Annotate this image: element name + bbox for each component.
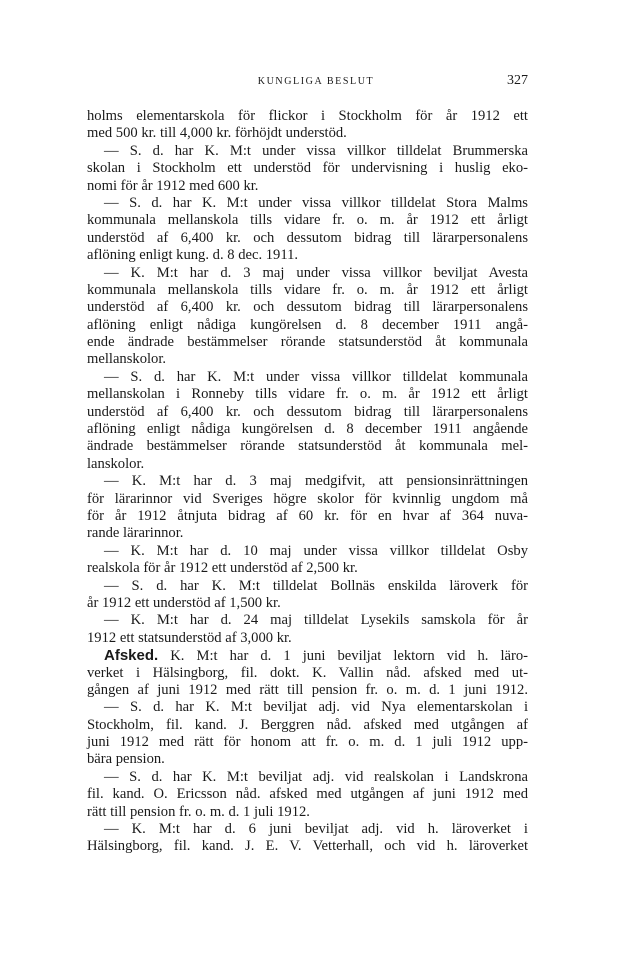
line-text: för år 1912 åtnjuta bidrag af 60 kr. för en hvar af 364 nuva- xyxy=(87,507,528,524)
line-text: med 500 kr. till 4,000 kr. förhöjdt understöd. xyxy=(87,125,347,142)
line-text: aflöning enligt nådiga kungörelsen d. 8 december 1911 angående xyxy=(87,421,528,438)
text-line xyxy=(87,369,528,386)
line-text: understöd af 6,400 kr. och dessutom bidrag till lärarpersonalens xyxy=(87,403,528,420)
text-line xyxy=(87,665,528,682)
line-text: fil. kand. O. Ericsson nåd. afsked med utgången af juni 1912 med xyxy=(87,786,528,803)
line-text: år 1912 ett understöd af 1,500 kr. xyxy=(87,594,281,611)
line-text: ändrade bestämmelser rörande statsunderstöd åt kommunala mel- xyxy=(87,438,528,455)
text-line xyxy=(87,404,528,421)
line-text: — S. d. har K. M:t under vissa villkor tilldelat Stora Malms xyxy=(104,194,528,211)
text-line xyxy=(87,699,528,716)
line-text: — K. M:t har d. 24 maj tilldelat Lysekils samskola för år xyxy=(104,612,528,629)
text-line xyxy=(87,786,528,803)
text-line xyxy=(87,491,528,508)
text-line xyxy=(87,717,528,734)
text-line xyxy=(87,108,528,125)
text-line xyxy=(87,630,528,647)
text-line xyxy=(87,821,528,838)
text-line xyxy=(87,438,528,455)
line-text: 1912 ett statsunderstöd af 3,000 kr. xyxy=(87,629,292,646)
line-text: Hälsingborg, fil. kand. J. E. V. Vetterhall, och vid h. läroverket xyxy=(87,838,528,855)
line-text: Stockholm, fil. kand. J. Berggren nåd. afsked med utgången af xyxy=(87,716,528,733)
line-text: lanskolor. xyxy=(87,455,145,472)
text-line xyxy=(87,473,528,490)
page-number: 327 xyxy=(507,73,528,88)
text-line xyxy=(87,508,528,525)
line-text: realskola för år 1912 ett understöd af 2,500 kr. xyxy=(87,560,358,577)
line-text: — S. d. har K. M:t under vissa villkor tilldelat Brummerska xyxy=(104,142,528,159)
text-line xyxy=(87,560,528,577)
running-title: KUNGLIGA BESLUT xyxy=(257,76,375,87)
text-line xyxy=(87,125,528,142)
line-text: rätt till pension fr. o. m. d. 1 juli 1912. xyxy=(87,803,310,820)
text-line xyxy=(87,386,528,403)
text-line xyxy=(87,647,528,664)
text-line xyxy=(87,734,528,751)
line-text: kommunala mellanskola tills vidare fr. o. m. år 1912 ett årligt xyxy=(87,281,528,298)
line-text: ende ändrade bestämmelser rörande statsunderstöd åt kommunala xyxy=(87,334,528,351)
text-line xyxy=(87,247,528,264)
text-line xyxy=(87,299,528,316)
line-text: — K. M:t har d. 6 juni beviljat adj. vid h. läroverket i xyxy=(104,821,528,838)
line-text: — S. d. har K. M:t beviljat adj. vid Nya elementarskolan i xyxy=(104,699,528,716)
body-text xyxy=(87,108,528,856)
line-text: för lärarinnor vid Sveriges högre skolor för kvinnlig ungdom må xyxy=(87,490,528,507)
line-text: rande lärarinnor. xyxy=(87,525,184,542)
line-text: juni 1912 med rätt för honom att fr. o. m. d. 1 juli 1912 upp- xyxy=(87,734,528,751)
text-line xyxy=(87,595,528,612)
text-line xyxy=(87,456,528,473)
text-line xyxy=(87,178,528,195)
text-line xyxy=(87,578,528,595)
line-text: understöd af 6,400 kr. och dessutom bidrag till lärarpersonalens xyxy=(87,229,528,246)
line-text: mellanskolan i Ronneby tills vidare fr. o. m. år 1912 ett årligt xyxy=(87,386,528,403)
text-line xyxy=(87,804,528,821)
text-line xyxy=(87,838,528,855)
line-text: K. M:t har d. 1 juni beviljat lektorn vid h. läro- xyxy=(170,648,528,665)
section-lead: Afsked. xyxy=(104,647,159,665)
line-text: — K. M:t har d. 3 maj under vissa villkor beviljat Avesta xyxy=(104,264,528,281)
text-line xyxy=(87,421,528,438)
text-line xyxy=(87,265,528,282)
page-header xyxy=(0,73,632,92)
line-text: holms elementarskola för flickor i Stockholm för år 1912 ett xyxy=(87,108,528,124)
text-line xyxy=(87,143,528,160)
text-line xyxy=(87,317,528,334)
line-text: — S. d. har K. M:t under vissa villkor tilldelat kommunala xyxy=(104,368,528,385)
line-text: — S. d. har K. M:t tilldelat Bollnäs enskilda läroverk för xyxy=(104,577,528,594)
text-line xyxy=(87,769,528,786)
line-text: kommunala mellanskola tills vidare fr. o. m. år 1912 ett årligt xyxy=(87,212,528,229)
text-line xyxy=(87,160,528,177)
line-text: verket i Hälsingborg, fil. dokt. K. Vallin nåd. afsked med ut- xyxy=(87,664,528,681)
text-line xyxy=(87,212,528,229)
text-line xyxy=(87,682,528,699)
text-line xyxy=(87,195,528,212)
line-text: — S. d. har K. M:t beviljat adj. vid realskolan i Landskrona xyxy=(104,768,528,785)
line-text: understöd af 6,400 kr. och dessutom bidrag till lärarpersonalens xyxy=(87,299,528,316)
line-text: bära pension. xyxy=(87,751,165,768)
text-line xyxy=(87,525,528,542)
text-line xyxy=(87,751,528,768)
text-line xyxy=(87,282,528,299)
text-line xyxy=(87,230,528,247)
line-text: aflöning enligt kung. d. 8 dec. 1911. xyxy=(87,247,299,264)
text-line xyxy=(87,351,528,368)
text-line xyxy=(87,612,528,629)
line-text: nomi för år 1912 med 600 kr. xyxy=(87,177,259,194)
text-line xyxy=(87,334,528,351)
line-text: mellanskolor. xyxy=(87,351,167,368)
line-text: skolan i Stockholm ett understöd för undervisning i huslig eko- xyxy=(87,160,528,177)
line-text: gången af juni 1912 med rätt till pension fr. o. m. d. 1 juni 1912. xyxy=(87,681,528,698)
line-text: aflöning enligt nådiga kungörelsen d. 8 december 1911 angå- xyxy=(87,316,528,333)
line-text: — K. M:t har d. 10 maj under vissa villkor tilldelat Osby xyxy=(104,542,528,559)
line-text: — K. M:t har d. 3 maj medgifvit, att pensionsinrättningen xyxy=(104,473,528,490)
text-line xyxy=(87,543,528,560)
